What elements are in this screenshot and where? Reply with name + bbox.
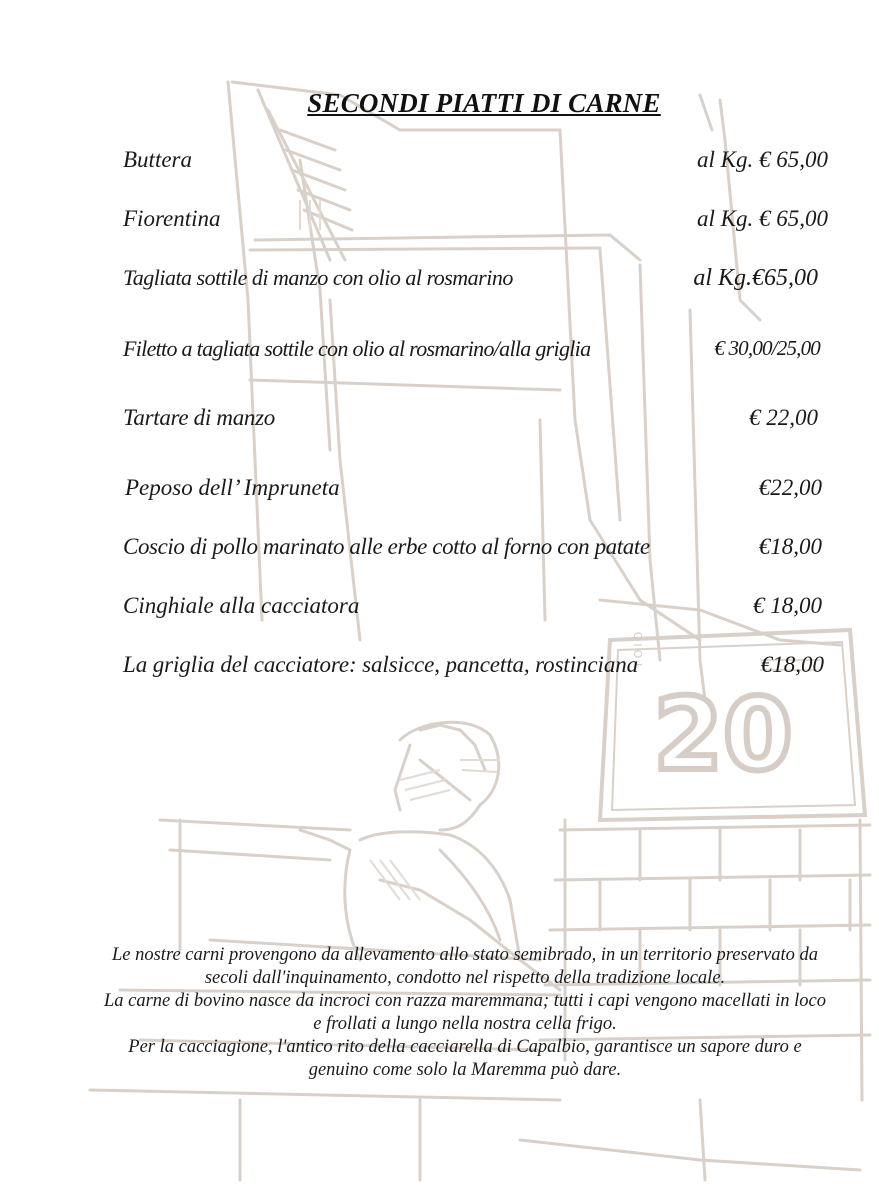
dish-price: € 18,00 — [753, 593, 822, 618]
provenance-note — [100, 944, 830, 1082]
dish-price: al Kg. € 65,00 — [697, 206, 828, 231]
dish-name: Tartare di manzo — [123, 405, 275, 430]
dish-price: al Kg.€65,00 — [693, 265, 818, 291]
sign-number: 20 — [653, 676, 793, 793]
dish-name: La griglia del cacciatore: salsicce, pancetta, rostinciana — [123, 652, 639, 677]
section-title: SECONDI PIATTI DI CARNE — [307, 88, 661, 118]
dish-name: Tagliata sottile di manzo con olio al rosmarino — [123, 265, 513, 290]
dish-price: € 22,00 — [749, 405, 818, 430]
dish-name: Cinghiale alla cacciatora — [123, 593, 360, 618]
dish-price: al Kg. € 65,00 — [697, 147, 828, 172]
note-paragraph: Le nostre carni provengono da allevamento allo stato semibrado, in un territorio preservato da secoli dall'inquinamento, condotto nel rispetto della tradizione locale. — [111, 945, 819, 988]
dish-price: €22,00 — [758, 475, 822, 500]
dish-name: Peposo dell’ Impruneta — [125, 475, 340, 500]
dish-name: Filetto a tagliata sottile con olio al rosmarino/alla griglia — [123, 336, 591, 361]
dish-price: €18,00 — [758, 534, 822, 559]
dish-name: Fiorentina — [123, 206, 221, 231]
sign-small-text: TOIO — [632, 628, 645, 668]
dish-name: Coscio di pollo marinato alle erbe cotto al forno con patate — [123, 534, 650, 559]
dish-price: €18,00 — [760, 652, 824, 677]
note-paragraph: Per la cacciagione, l'antico rito della cacciarella di Capalbio, garantisce un sapore duro e genuino come solo la Maremma può dare. — [128, 1037, 802, 1080]
note-paragraph: La carne di bovino nasce da incroci con razza maremmana; tutti i capi vengono macellati in loco e frollati a lungo nella nostra cella frigo. — [103, 991, 827, 1034]
dish-price: € 30,00/25,00 — [714, 336, 820, 360]
dish-name: Buttera — [123, 147, 192, 172]
